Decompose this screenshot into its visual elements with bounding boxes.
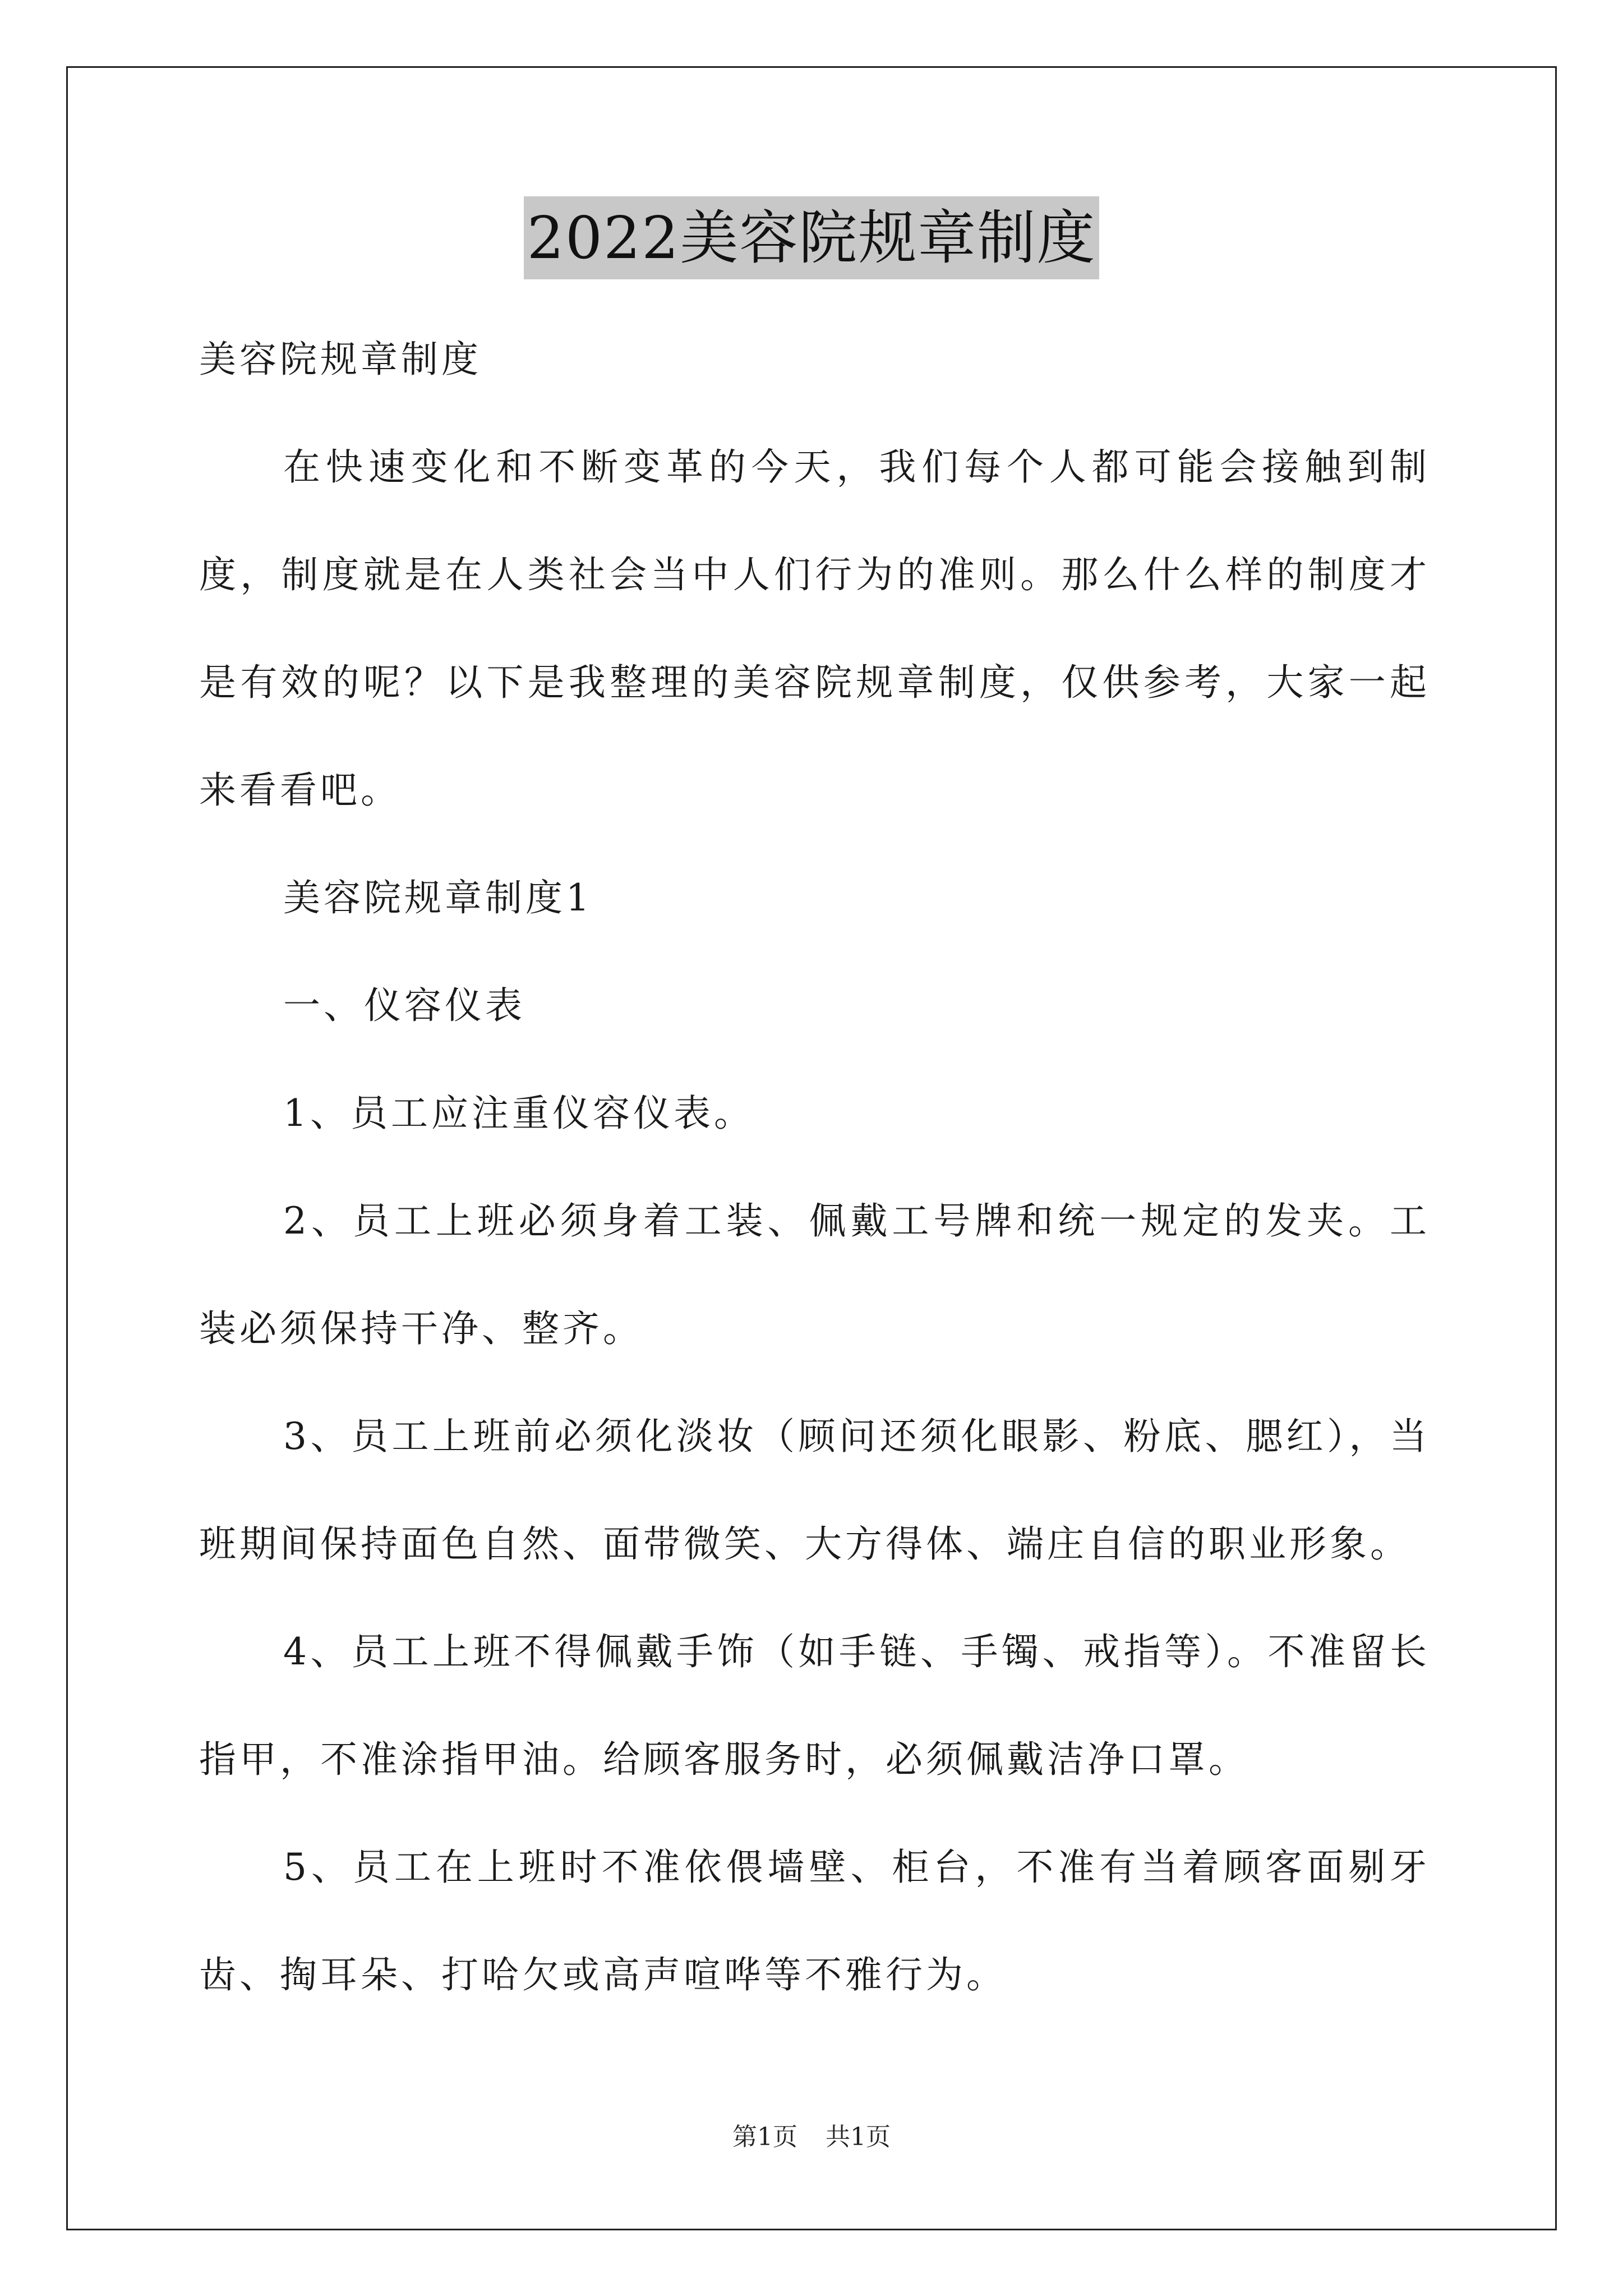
rule-item: 1、员工应注重仪容仪表。 — [283, 1092, 754, 1135]
rule-item: 4、员工上班不得佩戴手饰（如手链、手镯、戒指等）。不准留长指甲，不准涂指甲油。给顾客服务时，必须佩戴洁净口罩。 — [199, 1630, 1430, 1781]
title-container — [0, 196, 1623, 279]
rule-item: 3、员工上班前必须化淡妆（顾问还须化眼影、粉底、腮红），当班期间保持面色自然、面带微笑、大方得体、端庄自信的职业形象。 — [199, 1415, 1430, 1566]
subsection-heading: 一、仪容仪表 — [283, 984, 525, 1027]
rule-item: 2、员工上班必须身着工装、佩戴工号牌和统一规定的发夹。工装必须保持干净、整齐。 — [199, 1199, 1430, 1350]
document-title: 2022美容院规章制度 — [524, 196, 1100, 279]
paragraph-intro: 在快速变化和不断变革的今天，我们每个人都可能会接触到制度，制度就是在人类社会当中人们行为的准则。那么什么样的制度才是有效的呢？以下是我整理的美容院规章制度，仅供参考，大家一起来看看吧。 — [199, 445, 1430, 812]
page-footer — [0, 2120, 1623, 2154]
subtitle: 美容院规章制度 — [199, 338, 482, 381]
rule-item: 5、员工在上班时不准依偎墙壁、柜台，不准有当着顾客面剔牙齿、掏耳朵、打哈欠或高声喧哗等不雅行为。 — [199, 1846, 1430, 1996]
page-total: 共1页 — [826, 2123, 891, 2151]
page-number: 第1页 — [732, 2123, 797, 2151]
section-heading: 美容院规章制度1 — [283, 876, 593, 919]
document-body — [199, 306, 1430, 2029]
